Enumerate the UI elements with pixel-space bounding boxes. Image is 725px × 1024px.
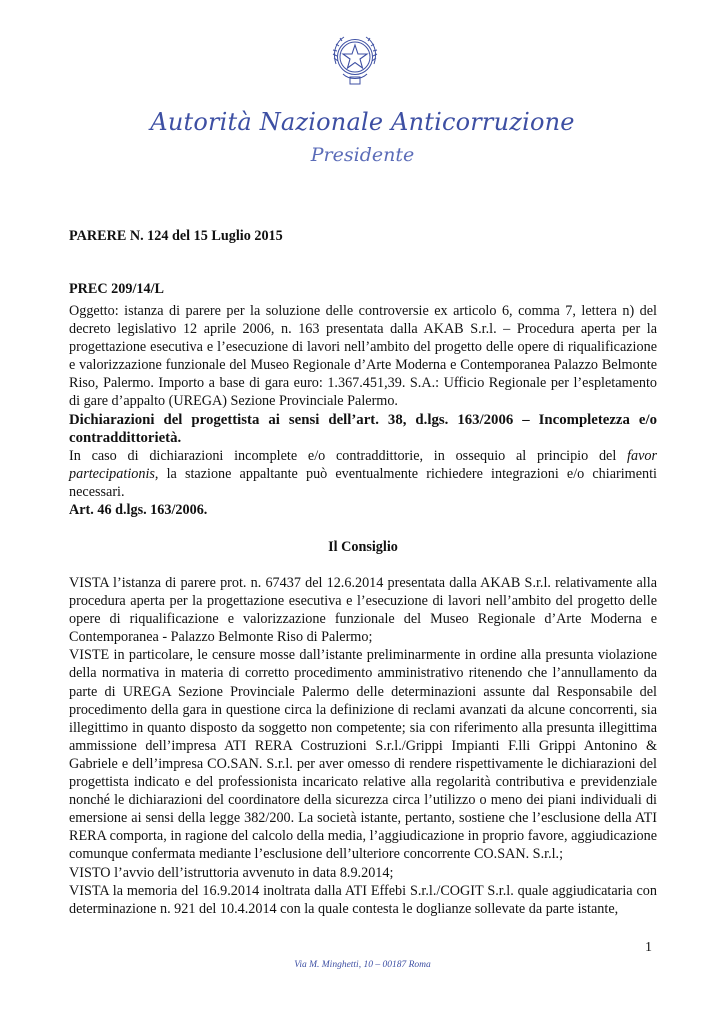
subject-paragraph: Oggetto: istanza di parere per la soluzione delle controversie ex articolo 6, comma 7, lettera n) del decreto legislativo 12 aprile 2006, n. 163 presentata dalla AKAB S.r.l. – Procedura aperta per la progettazione esecutiva e l’esecuzione di lavori nell’ambito del progetto delle opere di riqualificazione e valorizzazione funzionale del Museo Regionale d’Arte Moderna e Contemporanea Palazzo Belmonte Riso, Palermo. Importo a base di gara euro: 1.367.451,39. S.A.: Ufficio Regionale per l’espletamento di gare d’appalto (UREGA) Sezione Provinciale Palermo. bbox=[69, 303, 657, 410]
body-paragraph: VISTE in particolare, le censure mosse dall’istante preliminarmente in ordine alla presunta violazione della normativa in materia di corretto procedimento amministrativo ritenendo che l’annullamento da parte di UREGA Sezione Provinciale Palermo delle determinazioni assunte dal Responsabile del procedimento della gara in questione circa la definizione di reclami avanzati da alcune concorrenti, sia illegittimo in quanto disposto da soggetto non competente; sia con riferimento alla presunta illegittima ammissione dell’impresa ATI RERA Costruzioni S.r.l./Grippi Impianti F.lli Grippi Antonino & Gabriele e dell’impresa CO.SAN. S.r.l. per aver omesso di rendere rispettivamente le dichiarazioni del progettista indicato e del professionista incaricato relative alla regolarità contributiva e previdenziale nonché le dichiarazioni del coordinatore della sicurezza circa l’utilizzo o meno dei piani individuali di emersione ai sensi della legge 382/200. La società istante, pertanto, sostiene che l’esclusione della ATI RERA comporta, in ragione del calcolo della media, l’aggiudicazione in proprio favore, aggiudicazione comunque confermata mediante l’esclusione dell’ulteriore concorrente CO.SAN. S.r.l.; bbox=[69, 647, 657, 863]
norm-reference: Art. 46 d.lgs. 163/2006. bbox=[69, 502, 208, 519]
page-number: 1 bbox=[645, 940, 652, 955]
body-paragraph: VISTO l’avvio dell’istruttoria avvenuto in data 8.9.2014; bbox=[69, 864, 394, 881]
section-title: Il Consiglio bbox=[328, 539, 398, 555]
reference-number: PREC 209/14/L bbox=[69, 281, 164, 297]
org-name: Autorità Nazionale Anticorruzione bbox=[150, 108, 575, 136]
role-title: Presidente bbox=[310, 144, 415, 166]
body-text bbox=[69, 574, 657, 918]
republic-emblem-icon bbox=[327, 30, 383, 88]
massima-text-part-1: In caso di dichiarazioni incomplete e/o contraddittorie, in ossequio al principio del bbox=[69, 447, 628, 464]
document-title: PARERE N. 124 del 15 Luglio 2015 bbox=[69, 228, 283, 244]
subject-block bbox=[69, 302, 657, 519]
massima-text-italic: favor partecipationis bbox=[69, 447, 657, 482]
body-paragraph: VISTA la memoria del 16.9.2014 inoltrata dalla ATI Effebi S.r.l./COGIT S.r.l. quale aggiudicataria con determinazione n. 921 del 10.4.2014 con la quale contesta le doglianze sollevate da parte istante, bbox=[69, 882, 657, 917]
massima-title: Dichiarazioni del progettista ai sensi dell’art. 38, d.lgs. 163/2006 – Incompletezza e/o contraddittorietà. bbox=[69, 411, 657, 446]
footer-address: Via M. Minghetti, 10 – 00187 Roma bbox=[294, 960, 431, 970]
massima-text-part-2: , la stazione appaltante può eventualmente richiedere integrazioni e/o chiarimenti necessari. bbox=[69, 465, 657, 500]
massima-text bbox=[69, 447, 657, 501]
body-paragraph: VISTA l’istanza di parere prot. n. 67437 del 12.6.2014 presentata dalla AKAB S.r.l. relativamente alla procedura aperta per la progettazione esecutiva e l’esecuzione di lavori nell’ambito del progetto delle opere di riqualificazione e valorizzazione funzionale del Museo Regionale d’Arte Moderna e Contemporanea - Palazzo Belmonte Riso di Palermo; bbox=[69, 575, 657, 646]
